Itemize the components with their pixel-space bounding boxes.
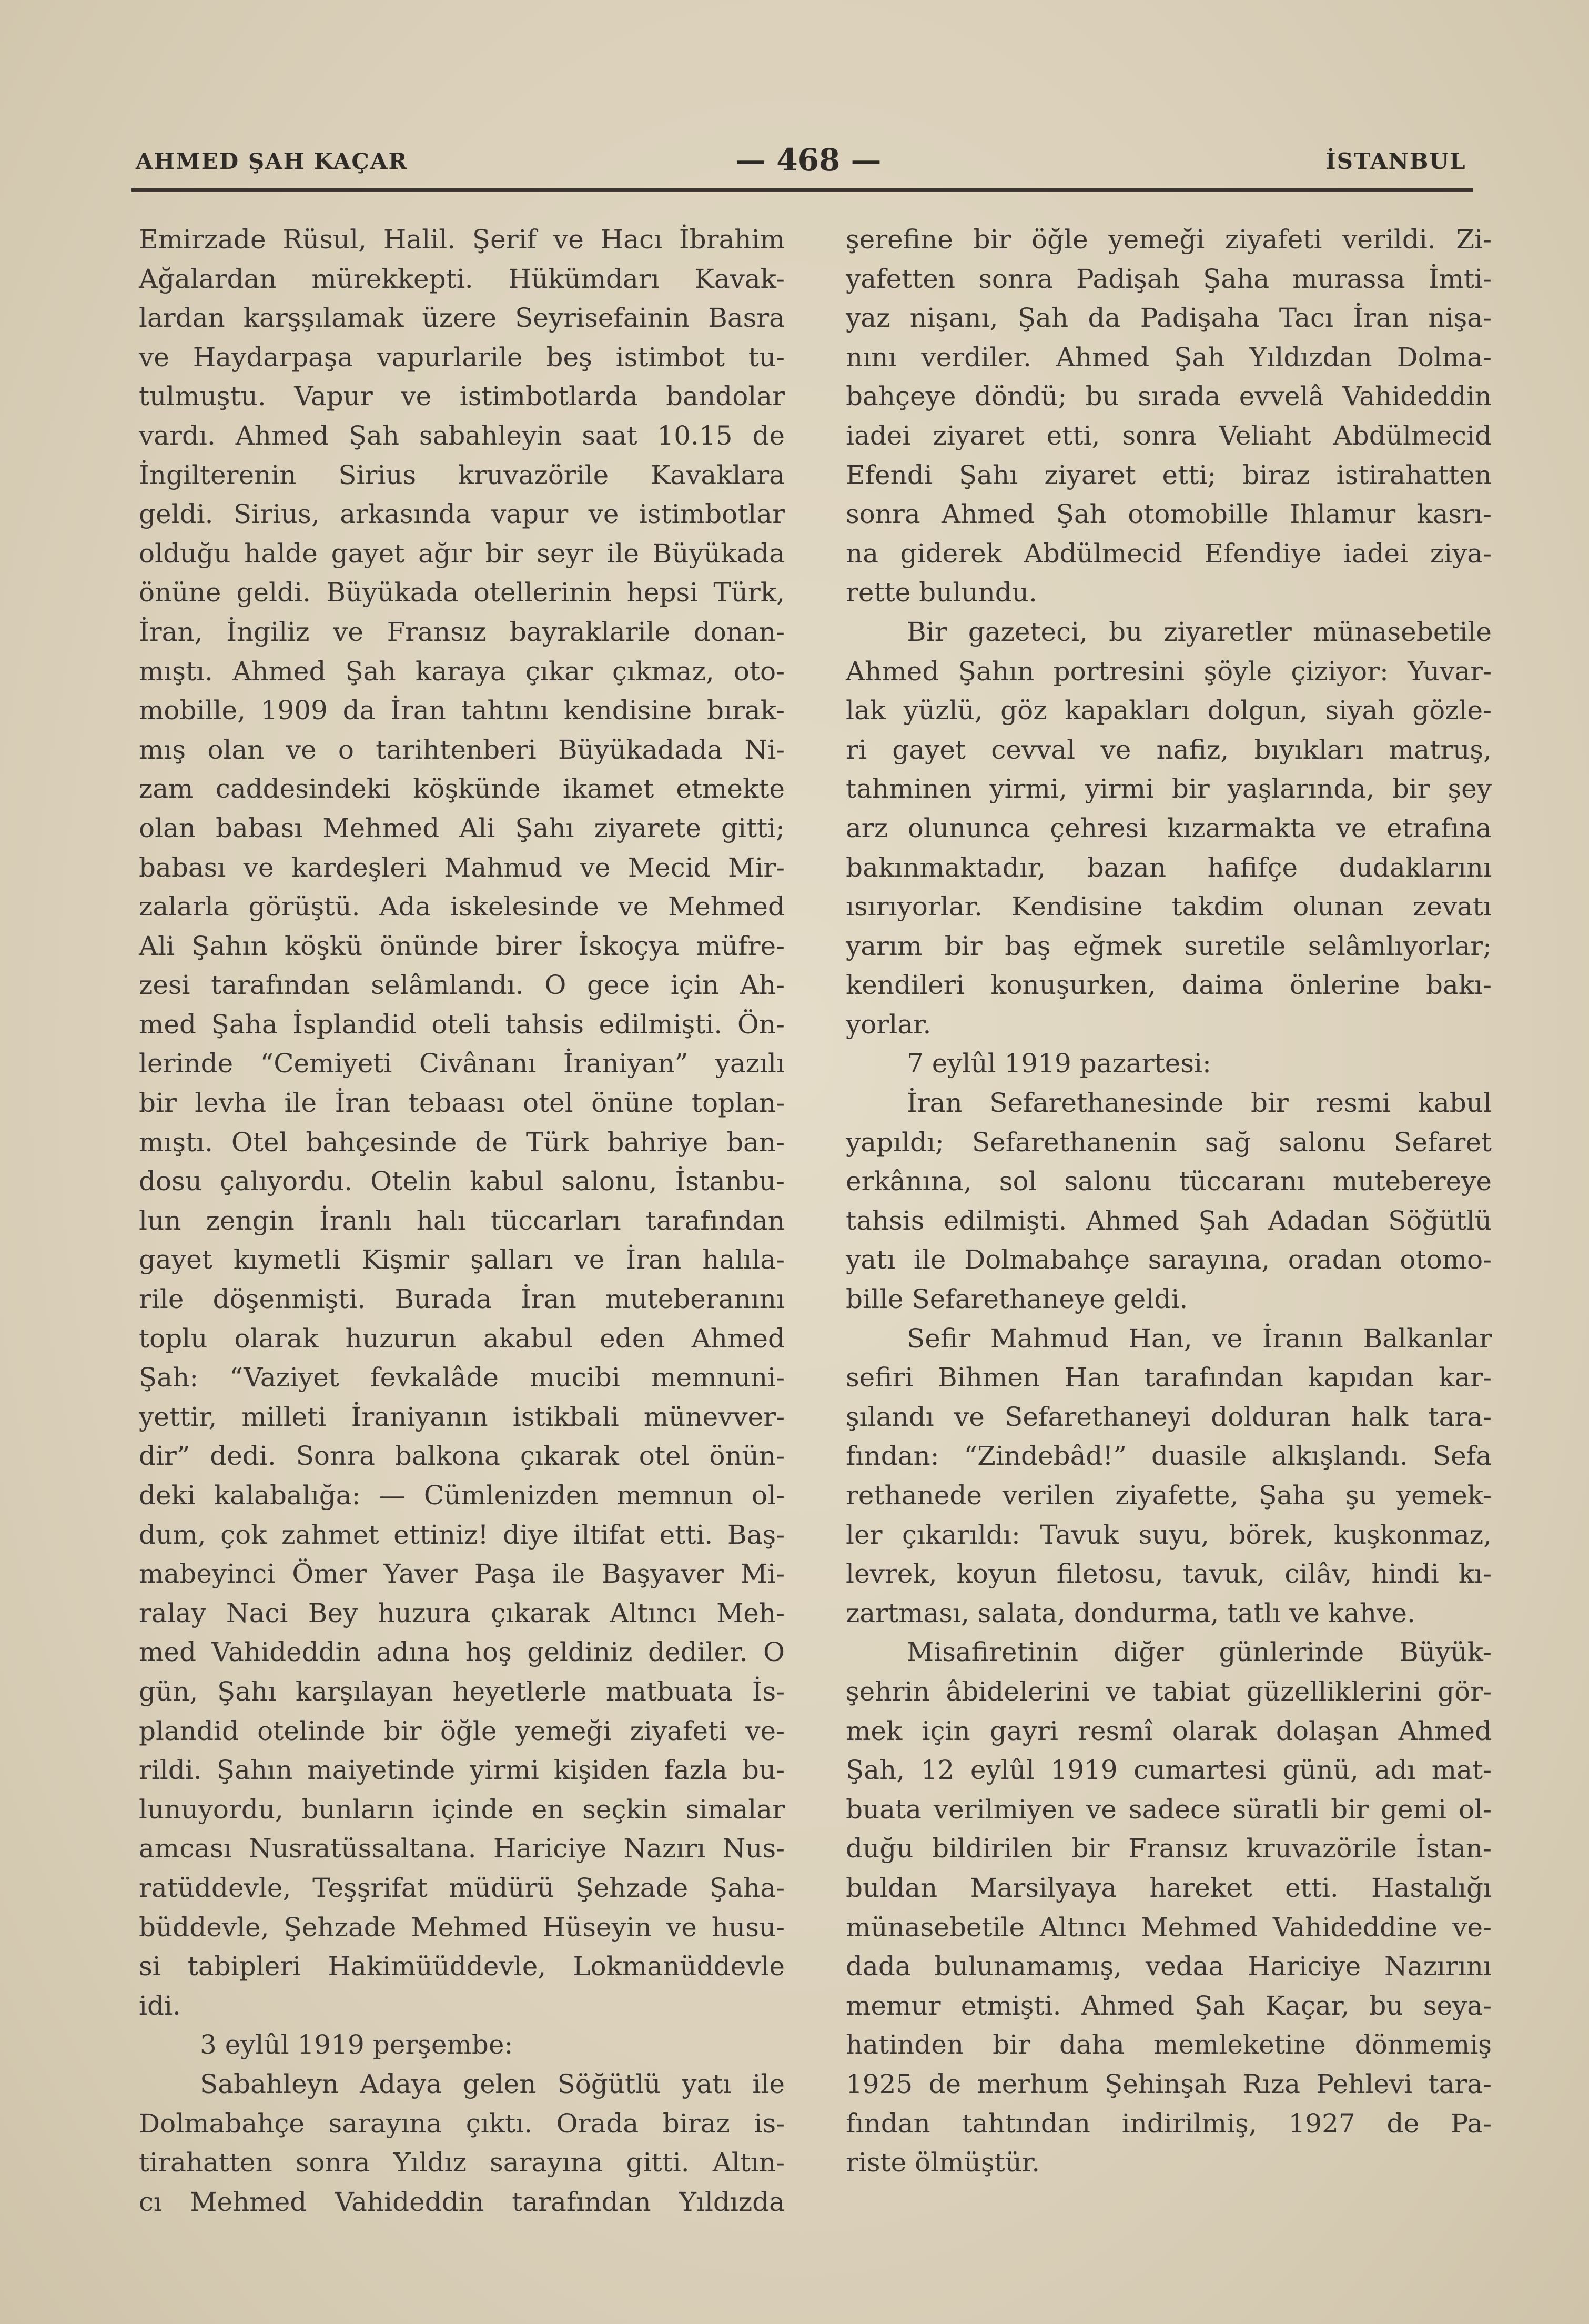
text-line: rethanede verilen ziyafette, Şaha şu yemek-	[846, 1480, 1492, 1511]
text-line: olduğu halde gayet ağır bir seyr ile Büyükada	[139, 538, 785, 569]
text-line: deki kalabalığa: — Cümlenizden memnun ol-	[139, 1480, 785, 1511]
text-line: şehrin âbidelerini ve tabiat güzelliklerini gör-	[846, 1676, 1492, 1707]
text-line: Ali Şahın köşkü önünde birer İskoçya müfre-	[139, 930, 785, 961]
text-line: babası ve kardeşleri Mahmud ve Mecid Mir-	[139, 852, 785, 883]
text-line: Ahmed Şahın portresini şöyle çiziyor: Yuvar-	[846, 656, 1492, 687]
text-line: İran Sefarethanesinde bir resmi kabul	[907, 1088, 1492, 1119]
text-line: ler çıkarıldı: Tavuk suyu, börek, kuşkonmaz,	[846, 1519, 1492, 1550]
text-line: kendileri konuşurken, daima önlerine bakı-	[846, 970, 1492, 1001]
text-line: tahsis edilmişti. Ahmed Şah Adadan Söğütlü	[846, 1205, 1492, 1236]
text-line: lerinde “Cemiyeti Civânanı İraniyan” yazılı	[139, 1048, 785, 1079]
text-line: şılandı ve Sefarethaneyi dolduran halk tara-	[846, 1401, 1492, 1432]
text-line: mabeyinci Ömer Yaver Paşa ile Başyaver Mi-	[139, 1558, 785, 1589]
text-line: ri gayet cevval ve nafiz, bıyıkları matruş,	[846, 734, 1492, 765]
text-line: Efendi Şahı ziyaret etti; biraz istirahatten	[846, 459, 1492, 490]
text-line: zam caddesindeki köşkünde ikamet etmekte	[139, 773, 785, 804]
text-line: ralay Naci Bey huzura çıkarak Altıncı Meh-	[139, 1597, 785, 1628]
text-line: ısırıyorlar. Kendisine takdim olunan zevatı	[846, 891, 1492, 922]
text-line: sefiri Bihmen Han tarafından kapıdan kar-	[846, 1362, 1492, 1393]
text-line: geldi. Sirius, arkasında vapur ve istimbotlar	[139, 499, 785, 530]
text-line: gün, Şahı karşılayan heyetlerle matbuata İs-	[139, 1676, 785, 1707]
text-line: lun zengin İranlı halı tüccarları tarafından	[139, 1205, 785, 1236]
text-line: lardan karşşılamak üzere Seyrisefainin Basra	[139, 303, 785, 334]
text-line: ratüddevle, Teşşrifat müdürü Şehzade Şaha-	[139, 1872, 785, 1903]
text-line: hatinden bir daha memleketine dönmemiş	[846, 2029, 1492, 2060]
text-line: yafetten sonra Padişah Şaha murassa İmti-	[846, 263, 1492, 294]
text-line: önüne geldi. Büyükada otellerinin hepsi Türk,	[139, 577, 785, 608]
text-line: bir levha ile İran tebaası otel önüne toplan-	[139, 1088, 785, 1119]
text-line: büddevle, Şehzade Mehmed Hüseyin ve husu-	[139, 1911, 785, 1943]
text-line: Misafiretinin diğer günlerinde Büyük-	[907, 1637, 1492, 1668]
text-line: nını verdiler. Ahmed Şah Yıldızdan Dolma-	[846, 341, 1492, 373]
text-line: mış olan ve o tarihtenberi Büyükadada Ni-	[139, 734, 785, 765]
text-line: rile döşenmişti. Burada İran muteberanını	[139, 1284, 785, 1315]
text-line: vardı. Ahmed Şah sabahleyin saat 10.15 de	[139, 420, 785, 451]
text-line: zartması, salata, dondurma, tatlı ve kahve.	[846, 1597, 1415, 1628]
text-line: bille Sefarethaneye geldi.	[846, 1284, 1188, 1315]
text-line: Dolmabahçe sarayına çıktı. Orada biraz is-	[139, 2108, 785, 2139]
text-line: tirahatten sonra Yıldız sarayına gitti. Altın-	[139, 2147, 785, 2178]
running-header-location: İSTANBUL	[1325, 148, 1466, 174]
text-line: tahminen yirmi, yirmi bir yaşlarında, bir şey	[846, 773, 1492, 804]
text-line: med Vahideddin adına hoş geldiniz dediler. O	[139, 1637, 785, 1668]
text-line: 1925 de merhum Şehinşah Rıza Pehlevi tara-	[846, 2068, 1492, 2099]
text-line: dum, çok zahmet ettiniz! diye iltifat etti. Baş-	[139, 1519, 785, 1550]
text-line: şerefine bir öğle yemeği ziyafeti verildi. Zi-	[846, 224, 1492, 255]
text-line: amcası Nusratüssaltana. Hariciye Nazırı Nus-	[139, 1833, 785, 1864]
text-line: Şah, 12 eylûl 1919 cumartesi günü, adı mat-	[846, 1755, 1492, 1786]
text-line: mıştı. Ahmed Şah karaya çıkar çıkmaz, oto-	[139, 656, 785, 687]
text-line: ve Haydarpaşa vapurlarile beş istimbot tu-	[139, 341, 785, 373]
text-line: yaz nişanı, Şah da Padişaha Tacı İran nişa-	[846, 303, 1492, 334]
text-line: riste ölmüştür.	[846, 2147, 1040, 2178]
text-line: memur etmişti. Ahmed Şah Kaçar, bu seya-	[846, 1990, 1492, 2021]
text-line: med Şaha İsplandid oteli tahsis edilmişti. Ön-	[139, 1009, 785, 1040]
text-line: fından tahtından indirilmiş, 1927 de Pa-	[846, 2108, 1492, 2139]
text-line: iadei ziyaret etti, sonra Veliaht Abdülmecid	[846, 420, 1492, 451]
text-line: buldan Marsilyaya hareket etti. Hastalığı	[846, 1872, 1492, 1903]
text-line: rildi. Şahın maiyetinde yirmi kişiden fazla bu-	[139, 1755, 785, 1786]
right-text-column	[846, 220, 1492, 2182]
text-line: mobille, 1909 da İran tahtını kendisine bırak-	[139, 695, 785, 726]
text-line: münasebetile Altıncı Mehmed Vahideddine ve-	[846, 1911, 1492, 1943]
text-line: Şah: “Vaziyet fevkalâde mucibi memnuni-	[139, 1362, 785, 1393]
text-line: zalarla görüştü. Ada iskelesinde ve Mehmed	[139, 891, 785, 922]
text-line: yorlar.	[846, 1009, 932, 1040]
text-line: olan babası Mehmed Ali Şahı ziyarete gitti;	[139, 812, 785, 843]
header-rule	[131, 188, 1473, 192]
text-line: Emirzade Rüsul, Halil. Şerif ve Hacı İbrahim	[139, 224, 785, 255]
text-line: si tabipleri Hakimüüddevle, Lokmanüddevle	[139, 1951, 785, 1982]
text-line: lak yüzlü, göz kapakları dolgun, siyah gözle-	[846, 695, 1492, 726]
text-line: dir” dedi. Sonra balkona çıkarak otel önün-	[139, 1441, 785, 1472]
text-line: sonra Ahmed Şah otomobille Ihlamur kasrı-	[846, 499, 1492, 530]
text-line: gayet kıymetli Kişmir şalları ve İran halıla-	[139, 1244, 785, 1275]
text-line: Sefir Mahmud Han, ve İranın Balkanlar	[907, 1323, 1492, 1354]
text-line: İran, İngiliz ve Fransız bayraklarile donan-	[139, 616, 785, 647]
text-line: Sabahleyn Adaya gelen Söğütlü yatı ile	[200, 2068, 785, 2099]
text-line: bahçeye döndü; bu sırada evvelâ Vahideddin	[846, 381, 1492, 412]
text-line: mek için gayri resmî olarak dolaşan Ahmed	[846, 1715, 1492, 1746]
text-line: mıştı. Otel bahçesinde de Türk bahriye ban-	[139, 1126, 785, 1158]
text-line: duğu bildirilen bir Fransız kruvazörile İstan-	[846, 1833, 1492, 1864]
left-text-column	[139, 220, 785, 2221]
text-line: fından: “Zindebâd!” duasile alkışlandı. Sefa	[846, 1441, 1492, 1472]
text-line: na giderek Abdülmecid Efendiye iadei ziya-	[846, 538, 1492, 569]
text-line: dosu çalıyordu. Otelin kabul salonu, İstanbu-	[139, 1166, 785, 1197]
text-line: İngilterenin Sirius kruvazörile Kavaklara	[139, 459, 785, 490]
text-line: 7 eylûl 1919 pazartesi:	[907, 1048, 1211, 1079]
text-line: yatı ile Dolmabahçe sarayına, oradan otomo-	[846, 1244, 1492, 1275]
text-line: dada bulunamamış, vedaa Hariciye Nazırını	[846, 1951, 1492, 1982]
running-header-author: AHMED ŞAH KAÇAR	[136, 148, 408, 174]
text-line: levrek, koyun filetosu, tavuk, cilâv, hindi kı-	[846, 1558, 1492, 1589]
text-line: idi.	[139, 1990, 181, 2021]
text-line: rette bulundu.	[846, 577, 1037, 608]
page-number: — 468 —	[735, 142, 882, 178]
text-line: Ağalardan mürekkepti. Hükümdarı Kavak-	[139, 263, 785, 294]
text-line: erkânına, sol salonu tüccaranı mutebereye	[846, 1166, 1492, 1197]
text-line: Bir gazeteci, bu ziyaretler münasebetile	[907, 616, 1492, 647]
text-line: zesi tarafından selâmlandı. O gece için Ah-	[139, 970, 785, 1001]
text-line: 3 eylûl 1919 perşembe:	[200, 2029, 513, 2060]
text-line: yarım bir baş eğmek suretile selâmlıyorlar;	[846, 930, 1492, 961]
text-line: tulmuştu. Vapur ve istimbotlarda bandolar	[139, 381, 785, 412]
text-line: cı Mehmed Vahideddin tarafından Yıldızda	[139, 2186, 785, 2217]
text-line: toplu olarak huzurun akabul eden Ahmed	[139, 1323, 785, 1354]
text-line: yettir, milleti İraniyanın istikbali münevver-	[139, 1401, 785, 1432]
text-line: lunuyordu, bunların içinde en seçkin simalar	[139, 1794, 785, 1825]
text-line: buata verilmiyen ve sadece süratli bir gemi ol-	[846, 1794, 1492, 1825]
text-line: yapıldı; Sefarethanenin sağ salonu Sefaret	[846, 1126, 1492, 1158]
text-line: bakınmaktadır, bazan hafifçe dudaklarını	[846, 852, 1492, 883]
text-line: arz olununca çehresi kızarmakta ve etrafına	[846, 812, 1492, 843]
text-line: plandid otelinde bir öğle yemeği ziyafeti ve-	[139, 1715, 785, 1746]
